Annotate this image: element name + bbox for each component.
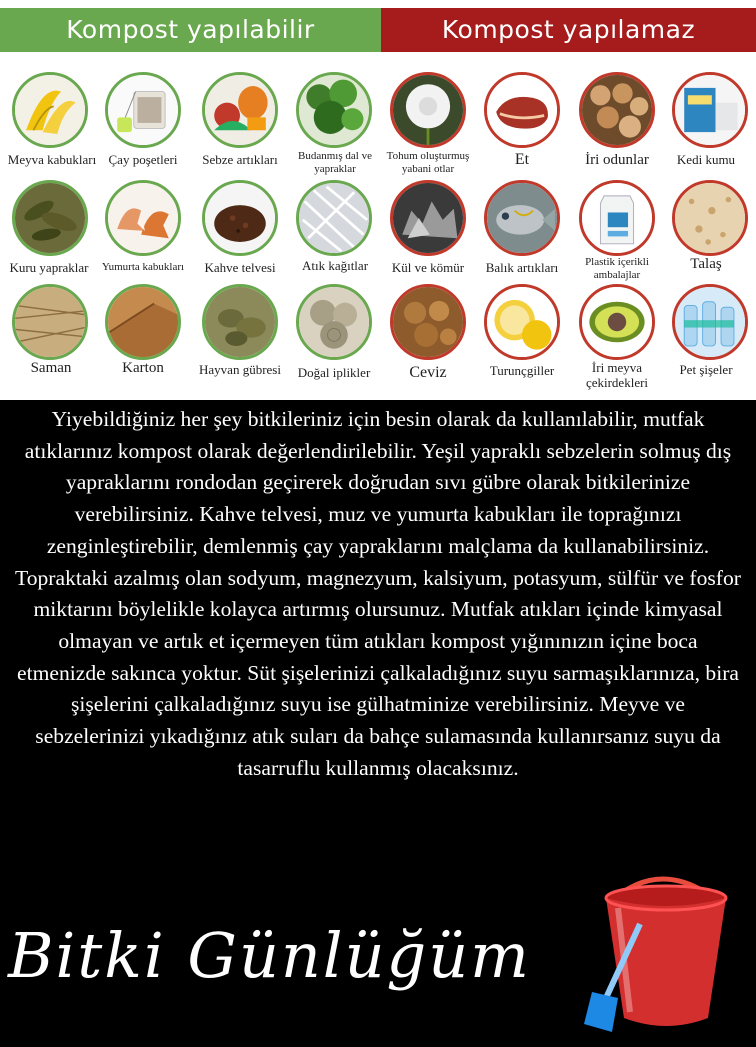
item-label: Et bbox=[514, 151, 530, 168]
brand-title: Bitki Günlüğüm bbox=[8, 919, 531, 992]
compostable-header: Kompost yapılabilir bbox=[0, 8, 381, 52]
cat-litter-image bbox=[672, 72, 748, 148]
item-label: Karton bbox=[122, 360, 164, 376]
item-label: İri odunlar bbox=[585, 152, 649, 168]
item-label: Saman bbox=[30, 360, 72, 376]
weeds-image bbox=[390, 72, 466, 148]
waste-paper-image bbox=[296, 180, 372, 256]
info-paragraph: Yiyebildiğiniz her şey bitkileriniz için besin olarak da kullanılabilir, mutfak atıklarınız kompost olarak değerlendirilebilir. Yeşil yapraklı sebzelerin solmuş dış yapraklarını rondodan geçirerek doğrudan sıvı gübre olarak bitkilerinize verebilirsiniz. Kahve telvesi, muz ve yumurta kabukları ile toprağınızı zenginleştirebilir, demlenmiş çay yapraklarını malçlama da kullanabilirsiniz. Topraktaki azalmış olan sodyum, magnezyum, kalsiyum, potasyum, sülfür ve fosfor miktarını böylelikle kolayca artırmış olursunuz. Mutfak atıkları içinde kimyasal olmayan ve artık et içermeyen tüm atıkları kompost yığınınızın içine boca etmenizde sakınca yoktur. Süt şişelerinizi çalkaladığınız suyu sarmaşıklarınıza, bira şişelerini çalkaladığınız suyu ise gülhatminize verebilirsiniz. Meyve ve sebzelerinizi yıkadığınız atık suları da bahçe sulamasında kullanırsanız suyu da tasarruflu kullanmış olacaksınız. bbox=[15, 407, 741, 780]
item-label: Turunçgiller bbox=[489, 363, 555, 378]
cardboard-image bbox=[105, 284, 181, 360]
meat-image bbox=[484, 72, 560, 148]
item-label: Kuru yapraklar bbox=[9, 260, 89, 275]
logs-image bbox=[579, 72, 655, 148]
vegetable-scraps-image bbox=[202, 72, 278, 148]
natural-yarn-image bbox=[296, 284, 372, 360]
not-compostable-header: Kompost yapılamaz bbox=[381, 8, 756, 52]
fruit-peel-image bbox=[12, 72, 88, 148]
ash-coal-image bbox=[390, 180, 466, 256]
item-label: Atık kağıtlar bbox=[301, 258, 369, 273]
item-label: Hayvan gübresi bbox=[199, 362, 281, 377]
item-label: Meyva kabukları bbox=[7, 152, 97, 167]
item-label: Doğal iplikler bbox=[297, 365, 371, 380]
item-label: Balık artıkları bbox=[485, 260, 559, 275]
item-label: İri meyva çekirdekleri bbox=[585, 360, 649, 390]
item-label: Tohum oluşturmuş yabani otlar bbox=[386, 150, 470, 175]
item-label: Budanmış dal ve yapraklar bbox=[298, 150, 372, 175]
straw-image bbox=[12, 284, 88, 360]
item-label: Talaş bbox=[690, 256, 722, 272]
compost-poster bbox=[0, 0, 756, 400]
item-label: Kedi kumu bbox=[676, 152, 736, 167]
dry-leaves-image bbox=[12, 180, 88, 256]
sawdust-image bbox=[672, 180, 748, 256]
pet-bottles-image bbox=[672, 284, 748, 360]
plastic-packaging-image bbox=[579, 180, 655, 256]
fruit-pits-image bbox=[579, 284, 655, 360]
item-label: Ceviz bbox=[409, 364, 447, 381]
pruned-branches-image bbox=[296, 72, 372, 148]
coffee-grounds-image bbox=[202, 180, 278, 256]
fish-image bbox=[484, 180, 560, 256]
item-label: Kül ve kömür bbox=[391, 260, 465, 275]
item-label: Sebze artıkları bbox=[202, 152, 278, 167]
item-label: Çay poşetleri bbox=[108, 152, 178, 167]
tea-bag-image bbox=[105, 72, 181, 148]
animal-manure-image bbox=[202, 284, 278, 360]
item-label: Pet şişeler bbox=[679, 362, 733, 377]
citrus-image bbox=[484, 284, 560, 360]
item-label: Yumurta kabukları bbox=[101, 261, 185, 273]
item-label: Plastik içerikli ambalajlar bbox=[585, 256, 649, 281]
bucket-shovel-icon bbox=[578, 868, 750, 1036]
walnuts-image bbox=[390, 284, 466, 360]
item-label: Kahve telvesi bbox=[204, 260, 276, 275]
eggshells-image bbox=[105, 180, 181, 256]
